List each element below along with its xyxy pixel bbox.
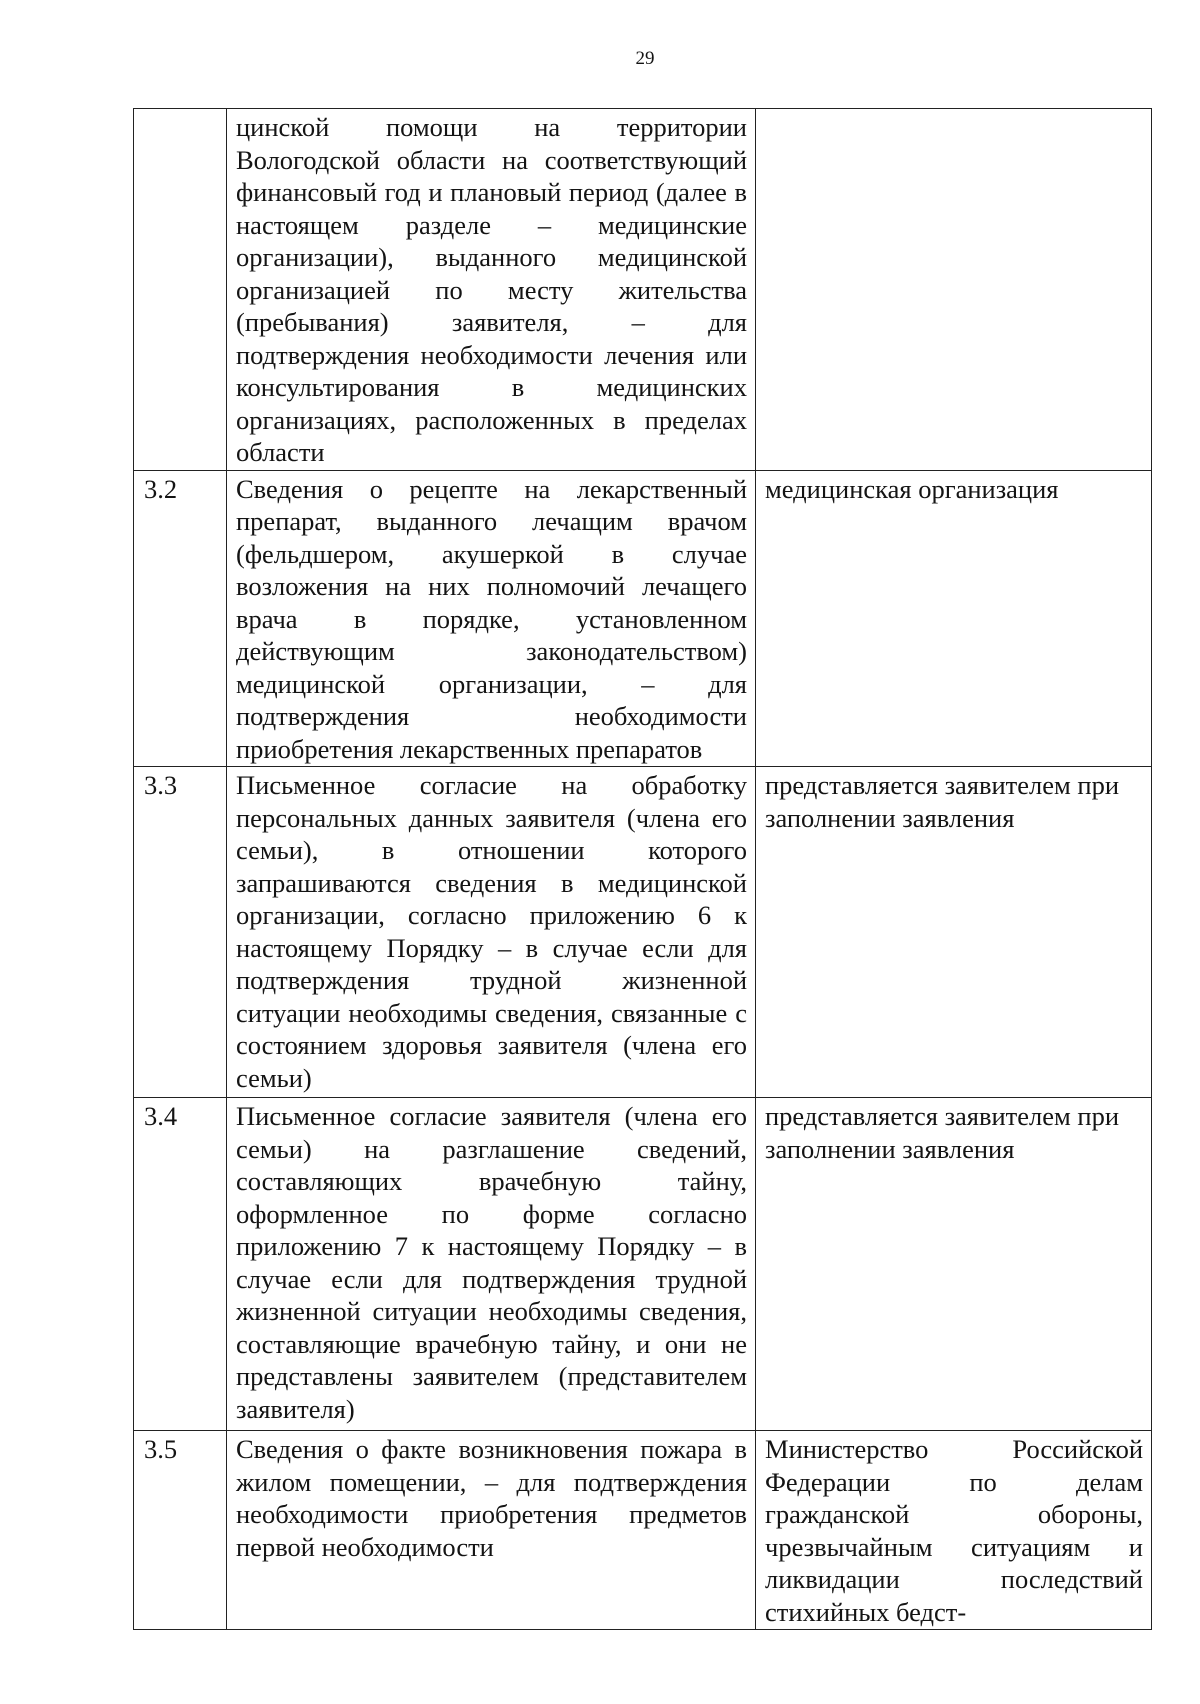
- row-number: 3.3: [134, 767, 227, 1098]
- row-number: 3.5: [134, 1431, 227, 1630]
- table-row: [134, 1431, 1152, 1630]
- row-description: Сведения о рецепте на лекарственный препарат, выданного лечащим врачом (фельдшером, акушеркой в случае возложения на них полномочий лечащего врача в порядке, установленном действующим законодательством) медицинской организации, – для подтверждения необходимости приобретения лекарственных препаратов: [227, 470, 756, 767]
- row-description: Письменное согласие на обработку персональных данных заявителя (члена его семьи), в отношении которого запрашиваются сведения в медицинской организации, согласно приложению 6 к настоящему Порядку – в случае если для подтверждения трудной жизненной ситуации необходимы сведения, связанные с состоянием здоровья заявителя (члена его семьи): [227, 767, 756, 1098]
- table-row: [134, 470, 1152, 767]
- row-source: представляется заявителем при заполнении заявления: [756, 767, 1152, 1098]
- row-description: цинской помощи на территории Вологодской области на соответствующий финансовый год и плановый период (далее в настоящем разделе – медицинские организации), выданного медицинской организацией по месту жительства (пребывания) заявителя, – для подтверждения необходимости лечения или консультирования в медицинских организациях, расположенных в пределах области: [227, 109, 756, 471]
- row-description: Письменное согласие заявителя (члена его семьи) на разглашение сведений, составляющих врачебную тайну, оформленное по форме согласно приложению 7 к настоящему Порядку – в случае если для подтверждения трудной жизненной ситуации необходимы сведения, составляющие врачебную тайну, и они не представлены заявителем (представителем заявителя): [227, 1098, 756, 1431]
- row-description: Сведения о факте возникновения пожара в жилом помещении, – для подтверждения необходимости приобретения предметов первой необходимости: [227, 1431, 756, 1630]
- table-row: [134, 1098, 1152, 1431]
- row-source: медицинская организация: [756, 470, 1152, 767]
- row-source: [756, 109, 1152, 471]
- table-row: [134, 109, 1152, 471]
- row-number: 3.4: [134, 1098, 227, 1431]
- row-number: 3.2: [134, 470, 227, 767]
- row-source: Министерство Российской Федерации по делам гражданской обороны, чрезвычайным ситуациям и ликвидации последствий стихийных бедст-: [756, 1431, 1152, 1630]
- row-source: представляется заявителем при заполнении заявления: [756, 1098, 1152, 1431]
- table-row: [134, 767, 1152, 1098]
- row-number: [134, 109, 227, 471]
- page-number: 29: [635, 48, 655, 69]
- documents-table: [133, 108, 1152, 1630]
